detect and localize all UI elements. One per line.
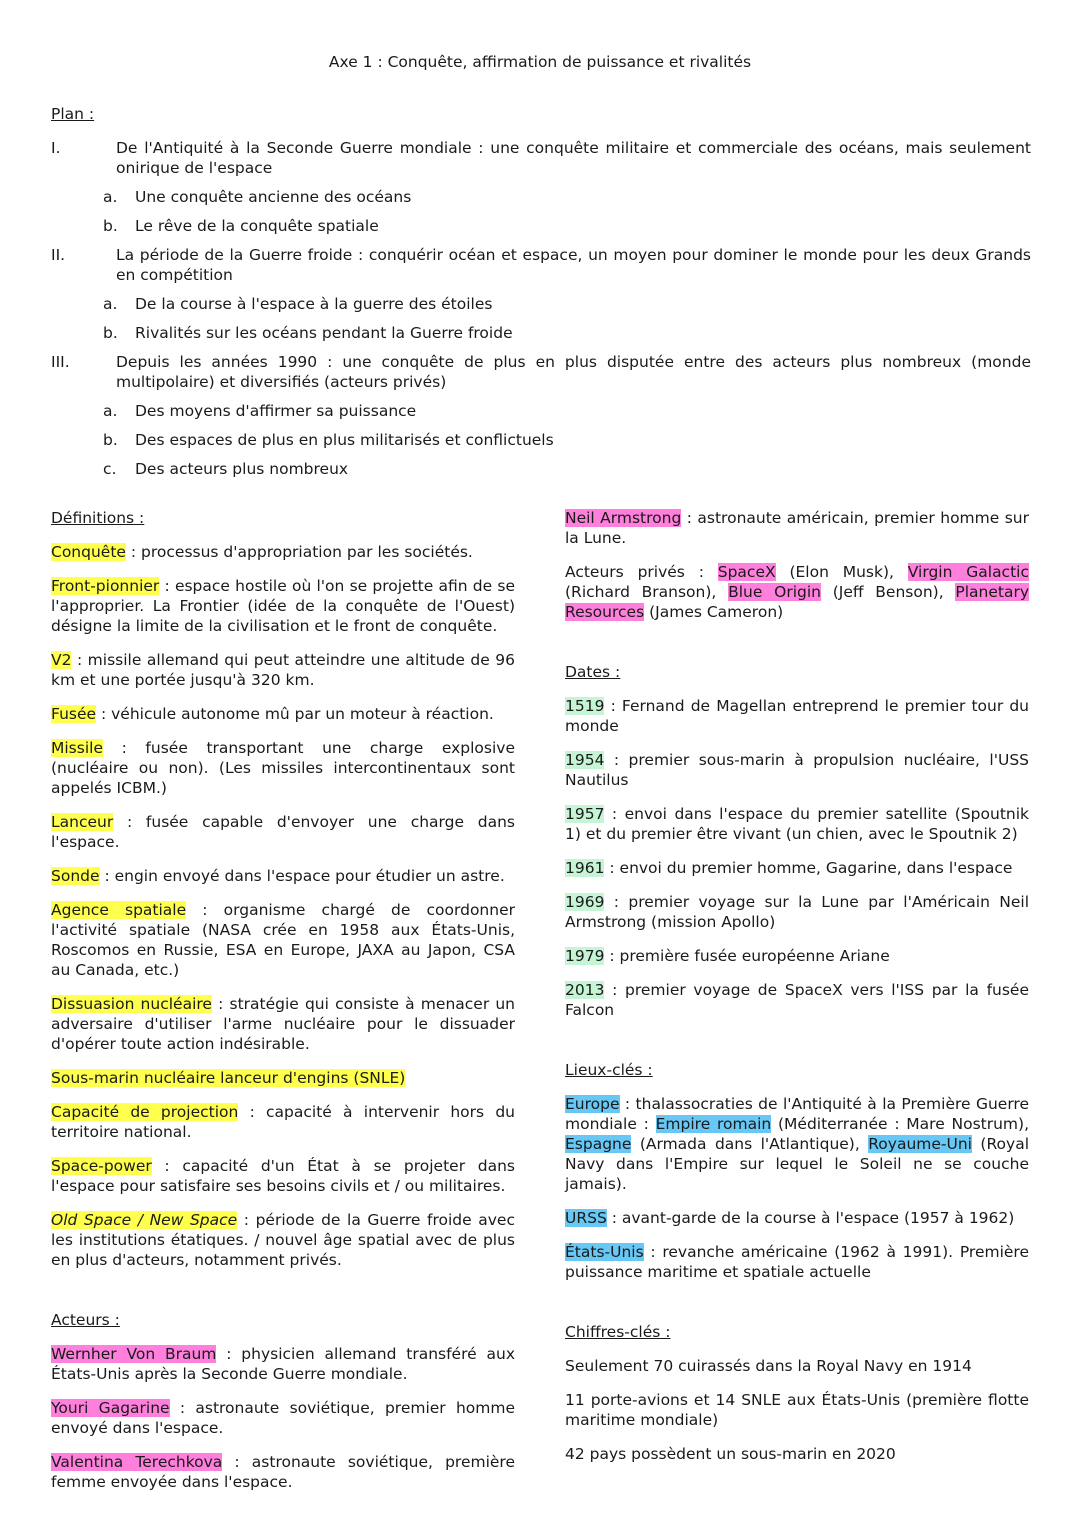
- definition-item: [51, 1102, 515, 1142]
- sub-letter: b.: [103, 324, 118, 342]
- definition-text: : missile allemand qui peut atteindre une altitude de 96 km et une portée jusqu'à 320 km.: [51, 651, 515, 689]
- sub-letter: c.: [103, 460, 117, 478]
- definition-item: [51, 1068, 515, 1088]
- acteur-text: : astronaute soviétique, premier homme envoyé dans l'espace.: [51, 1399, 515, 1437]
- lieu-text: (Méditerranée : Mare Nostrum),: [771, 1115, 1029, 1133]
- definition-term: Sonde: [51, 867, 100, 885]
- sub-text: Des acteurs plus nombreux: [135, 460, 349, 478]
- sub-text: Rivalités sur les océans pendant la Guerre froide: [135, 324, 513, 342]
- definition-term: New Space: [149, 1211, 238, 1229]
- definition-term: Front-pionnier: [51, 577, 160, 595]
- lieu-text: (Royal Navy dans l'Empire sur lequel le Soleil ne se couche jamais).: [565, 1135, 1029, 1193]
- acteurs-prives: [565, 562, 1029, 622]
- date-year: 1979: [565, 947, 605, 965]
- lieu-name: États-Unis: [565, 1243, 644, 1261]
- date-text: : Fernand de Magellan entreprend le premier tour du monde: [565, 697, 1029, 735]
- acteur-name: Blue Origin: [728, 583, 821, 601]
- plan-subsection: [103, 430, 1031, 450]
- definition-text: : espace hostile où l'on se projette afin de se l'approprier. La Frontier (idée de la conquête de l'Ouest) désigne la limite de la civilisation et le front de conquête.: [51, 577, 515, 635]
- definition-text: : fusée transportant une charge explosive (nucléaire ou non). (Les missiles intercontinentaux sont appelés ICBM.): [51, 739, 515, 797]
- lieu-item: [565, 1094, 1029, 1194]
- definition-text: : capacité d'un État à se projeter dans l'espace pour satisfaire ses besoins civils et / ou militaires.: [51, 1157, 515, 1195]
- sub-text: Une conquête ancienne des océans: [135, 188, 412, 206]
- acteur-item: [51, 1398, 515, 1438]
- date-item: [565, 696, 1029, 736]
- plan-section: [51, 104, 1031, 488]
- date-text: : premier voyage de SpaceX vers l'ISS par la fusée Falcon: [565, 981, 1029, 1019]
- definition-item: [51, 1156, 515, 1196]
- definition-text: : capacité à intervenir hors du territoire national.: [51, 1103, 515, 1141]
- lieu-name: Espagne: [565, 1135, 632, 1153]
- acteur-text: : astronaute américain, premier homme sur la Lune.: [565, 509, 1029, 547]
- definition-term: V2: [51, 651, 72, 669]
- left-column: [51, 508, 515, 1506]
- acteur-text: (James Cameron): [644, 603, 784, 621]
- plan-subsection: [103, 216, 1031, 236]
- plan-section-3: [51, 352, 1031, 392]
- plan-section-1: [51, 138, 1031, 178]
- date-item: [565, 946, 1029, 966]
- date-item: [565, 980, 1029, 1020]
- section-text: La période de la Guerre froide : conquérir océan et espace, un moyen pour dominer le monde pour les deux Grands en compétition: [116, 246, 1031, 284]
- definition-text: : stratégie qui consiste à menacer un adversaire d'utiliser l'arme nucléaire pour le dissuader d'opérer toute action indésirable.: [51, 995, 515, 1053]
- definition-term: Capacité de projection: [51, 1103, 239, 1121]
- acteur-text: (Jeff Benson),: [820, 583, 956, 601]
- definition-term: Old Space: [51, 1211, 132, 1229]
- definition-item: [51, 576, 515, 636]
- date-item: [565, 892, 1029, 932]
- date-year: 1954: [565, 751, 605, 769]
- acteur-name: Virgin Galactic: [907, 563, 1029, 581]
- date-item: [565, 750, 1029, 790]
- chiffre-item: 11 porte-avions et 14 SNLE aux États-Unis (première flotte maritime mondiale): [565, 1391, 1029, 1429]
- sub-letter: a.: [103, 188, 118, 206]
- definition-item: [51, 650, 515, 690]
- date-year: 1519: [565, 697, 605, 715]
- section-number: II.: [51, 246, 66, 264]
- plan-subsection: [103, 187, 1031, 207]
- date-text: : premier voyage sur la Lune par l'Américain Neil Armstrong (mission Apollo): [565, 893, 1029, 931]
- sub-text: Des moyens d'affirmer sa puissance: [135, 402, 417, 420]
- acteur-name: Planetary Resources: [565, 583, 1030, 621]
- lieu-text: : thalassocraties de l'Antiquité à la Première Guerre mondiale :: [565, 1095, 1029, 1133]
- definition-text: : véhicule autonome mû par un moteur à réaction.: [96, 705, 494, 723]
- plan-subsection: [103, 323, 1031, 343]
- sub-letter: a.: [103, 402, 118, 420]
- definition-text: : fusée capable d'envoyer une charge dans l'espace.: [51, 813, 515, 851]
- acteur-name: Neil Armstrong: [565, 509, 682, 527]
- lieu-text: : revanche américaine (1962 à 1991). Première puissance maritime et spatiale actuelle: [565, 1243, 1029, 1281]
- definition-term: Fusée: [51, 705, 97, 723]
- sub-letter: b.: [103, 431, 118, 449]
- lieux-heading: Lieux-clés :: [565, 1061, 653, 1079]
- definition-separator: /: [131, 1211, 150, 1229]
- definition-item: [51, 866, 515, 886]
- acteur-item: [51, 1344, 515, 1384]
- lieu-item: [565, 1242, 1029, 1282]
- definition-text: : engin envoyé dans l'espace pour étudier un astre.: [99, 867, 505, 885]
- definition-term: Missile: [51, 739, 103, 757]
- plan-subsection: [103, 401, 1031, 421]
- sub-text: De la course à l'espace à la guerre des étoiles: [135, 295, 493, 313]
- acteur-item: [565, 508, 1029, 548]
- definition-term: Conquête: [51, 543, 126, 561]
- lieu-item: [565, 1208, 1029, 1228]
- definition-item: [51, 738, 515, 798]
- definition-term: Sous-marin nucléaire lanceur d'engins (SNLE): [51, 1069, 406, 1087]
- acteurs-heading: Acteurs :: [51, 1311, 120, 1329]
- right-column: [565, 508, 1029, 1478]
- acteur-item: [51, 1452, 515, 1492]
- definition-item: [51, 812, 515, 852]
- acteur-name: SpaceX: [717, 563, 776, 581]
- section-number: I.: [51, 139, 61, 157]
- date-item: [565, 804, 1029, 844]
- date-year: 2013: [565, 981, 605, 999]
- sub-letter: a.: [103, 295, 118, 313]
- definition-term: Lanceur: [51, 813, 114, 831]
- lieu-text: : avant-garde de la course à l'espace (1957 à 1962): [606, 1209, 1015, 1227]
- date-text: : premier sous-marin à propulsion nucléaire, l'USS Nautilus: [565, 751, 1029, 789]
- acteur-text: (Elon Musk),: [775, 563, 908, 581]
- lieu-text: (Armada dans l'Atlantique),: [631, 1135, 869, 1153]
- acteur-text: : astronaute soviétique, première femme envoyée dans l'espace.: [51, 1453, 515, 1491]
- sub-text: Le rêve de la conquête spatiale: [135, 217, 379, 235]
- definition-item: [51, 994, 515, 1054]
- sub-text: Des espaces de plus en plus militarisés et conflictuels: [135, 431, 554, 449]
- definition-item: [51, 900, 515, 980]
- definition-item: [51, 1210, 515, 1270]
- chiffre-item: Seulement 70 cuirassés dans la Royal Navy en 1914: [565, 1357, 972, 1375]
- definition-term: Agence spatiale: [51, 901, 187, 919]
- lieu-name: Empire romain: [655, 1115, 772, 1133]
- acteur-text: : physicien allemand transféré aux États-Unis après la Seconde Guerre mondiale.: [51, 1345, 515, 1383]
- date-year: 1957: [565, 805, 605, 823]
- date-text: : envoi du premier homme, Gagarine, dans l'espace: [604, 859, 1013, 877]
- acteur-text: (Richard Branson),: [565, 583, 729, 601]
- date-text: : première fusée européenne Ariane: [604, 947, 890, 965]
- chiffres-heading: Chiffres-clés :: [565, 1323, 671, 1341]
- definition-item: [51, 704, 515, 724]
- acteur-name: Youri Gagarine: [51, 1399, 170, 1417]
- definition-item: [51, 542, 515, 562]
- definition-text: : processus d'appropriation par les sociétés.: [125, 543, 473, 561]
- plan-subsection: [103, 459, 1031, 479]
- date-year: 1961: [565, 859, 605, 877]
- sub-letter: b.: [103, 217, 118, 235]
- lieu-name: URSS: [565, 1209, 607, 1227]
- lieu-name: Royaume-Uni: [868, 1135, 972, 1153]
- acteur-name: Valentina Terechkova: [51, 1453, 223, 1471]
- definition-text: : organisme chargé de coordonner l'activité spatiale (NASA crée en 1958 aux États-Unis, Roscomos en Russie, ESA en Europe, JAXA au Japon, CSA au Canada, etc.): [51, 901, 515, 979]
- date-text: : envoi dans l'espace du premier satellite (Spoutnik 1) et du premier être vivant (un chien, avec le Spoutnik 2): [565, 805, 1029, 843]
- definition-text: : période de la Guerre froide avec les institutions étatiques. / nouvel âge spatial avec de plus en plus d'acteurs, notamment privés.: [51, 1211, 515, 1269]
- date-item: [565, 858, 1029, 878]
- plan-heading: Plan :: [51, 105, 95, 123]
- page-title: Axe 1 : Conquête, affirmation de puissance et rivalités: [328, 53, 752, 71]
- dates-heading: Dates :: [565, 663, 621, 681]
- definition-term: Dissuasion nucléaire: [51, 995, 212, 1013]
- plan-subsection: [103, 294, 1031, 314]
- lieu-name: Europe: [565, 1095, 620, 1113]
- definitions-heading: Définitions :: [51, 509, 145, 527]
- plan-section-2: [51, 245, 1031, 285]
- section-number: III.: [51, 353, 70, 371]
- acteurs-prives-label: Acteurs privés :: [565, 563, 718, 581]
- acteur-name: Wernher Von Braum: [51, 1345, 217, 1363]
- definition-term: Space-power: [51, 1157, 152, 1175]
- date-year: 1969: [565, 893, 605, 911]
- chiffre-item: 42 pays possèdent un sous-marin en 2020: [565, 1445, 896, 1463]
- section-text: Depuis les années 1990 : une conquête de plus en plus disputée entre des acteurs plus nombreux (monde multipolaire) et diversifiés (acteurs privés): [116, 353, 1031, 391]
- section-text: De l'Antiquité à la Seconde Guerre mondiale : une conquête militaire et commerciale des océans, mais seulement onirique de l'espace: [116, 139, 1031, 177]
